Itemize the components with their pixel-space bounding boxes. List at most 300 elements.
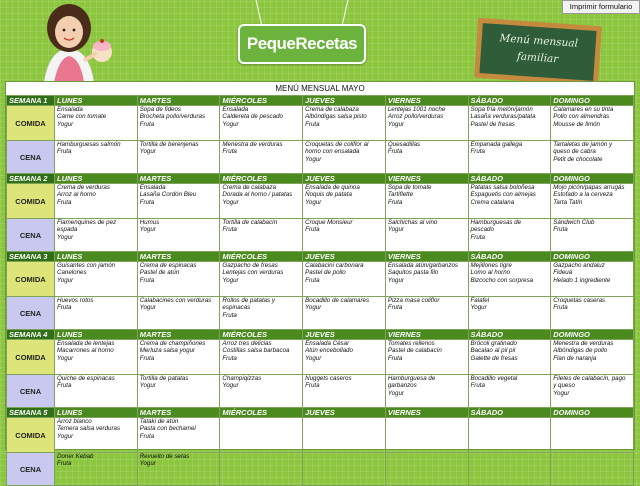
dish-line: Yogur <box>470 304 487 312</box>
dish-line: Filetes de calabacín, pago <box>553 375 626 382</box>
dish-line: pescado <box>470 226 494 234</box>
dish-line: Canelones <box>57 269 87 277</box>
day-header: MARTES <box>137 174 220 184</box>
dish-line: Pastel de calabacín <box>387 347 442 355</box>
week-header-row <box>7 96 634 106</box>
dish-line: Tomates rellenos <box>387 340 435 347</box>
menu-cell <box>303 340 386 375</box>
dish-line: Calabacines con verduras <box>139 297 212 304</box>
dish-line: Fruta <box>57 148 72 156</box>
menu-cell <box>55 297 138 330</box>
dish-line: Pastel de atún <box>139 269 180 277</box>
menu-cell <box>385 141 468 174</box>
dish-line: Menestra de verduras <box>553 340 614 347</box>
menu-cell <box>137 141 220 174</box>
menu-cell <box>137 453 220 486</box>
week-label: SEMANA 4 <box>7 330 55 340</box>
dish-line: Carne con tomate <box>57 113 107 121</box>
dish-line: Macarrones al horno <box>57 347 114 355</box>
dish-line: horno con ensalada <box>305 148 360 156</box>
dish-line: Fruta <box>57 460 72 468</box>
dish-line: Crema de calabaza <box>222 184 277 191</box>
dish-line: Arroz pollo/verduras <box>387 113 444 121</box>
dish-line: Fruta <box>553 226 568 234</box>
dish-line: Pizza masa coliflor <box>387 297 440 304</box>
day-header: JUEVES <box>303 330 386 340</box>
dish-line: Yogur <box>222 198 239 206</box>
menu-cell <box>220 262 303 297</box>
comida-row-label: COMIDA <box>7 418 55 453</box>
day-header: JUEVES <box>303 174 386 184</box>
dish-line: Ensalada de quinoa <box>305 184 360 191</box>
dish-line: Calabacini carbonara <box>305 262 364 269</box>
dish-line: Fruta <box>57 382 72 390</box>
dish-line: Crema de verduras <box>57 184 110 191</box>
day-header: MIÉRCOLES <box>220 174 303 184</box>
menu-cell <box>220 106 303 141</box>
dish-line: Quesadillas <box>387 141 421 148</box>
cena-row-label: CENA <box>7 453 55 486</box>
dish-line: Fruta <box>305 382 320 390</box>
menu-cell <box>551 297 634 330</box>
dish-line: Crema catalana <box>470 198 515 206</box>
dish-line: Costillas salsa barbacoa <box>222 347 290 355</box>
dish-line: Hamburguesas de <box>470 219 522 226</box>
dish-line: Albóndigas de pollo <box>553 347 608 355</box>
day-header: SÁBADO <box>468 174 551 184</box>
menu-cell <box>55 141 138 174</box>
day-header: DOMINGO <box>551 330 634 340</box>
menu-cell <box>551 375 634 408</box>
dish-line: Bocadillo de calamares <box>305 297 370 304</box>
dish-line: Fruta <box>305 276 320 284</box>
dish-line: Guisantes con jamón <box>57 262 116 269</box>
dish-line: Fruta <box>387 304 403 312</box>
cena-row <box>7 297 634 330</box>
dish-line: Yogur <box>387 276 404 284</box>
dish-line: Flan de naranja <box>553 354 597 362</box>
dish-line: Fruta <box>139 432 155 440</box>
dish-line: Ensalada <box>139 184 166 191</box>
dish-line: Albóndigas salsa pisto <box>305 113 367 121</box>
dish-line: Tortilla de berenjenas <box>139 141 199 148</box>
dish-line: Calamares en su tinta <box>553 106 614 113</box>
dish-line: Arroz al horno <box>57 191 96 199</box>
cena-row <box>7 141 634 174</box>
dish-line: Sopa de tomate <box>387 184 432 191</box>
menu-cell <box>220 297 303 330</box>
menu-cell <box>220 184 303 219</box>
week-label: SEMANA 3 <box>7 252 55 262</box>
dish-line: Fruta <box>139 276 155 284</box>
dish-line: Yogur <box>57 432 74 440</box>
day-header: DOMINGO <box>551 408 634 418</box>
day-header: MIÉRCOLES <box>220 252 303 262</box>
menu-cell <box>137 375 220 408</box>
dish-line: Fruta <box>222 311 237 319</box>
dish-line: Arroz blanco <box>57 418 92 425</box>
menu-cell <box>551 106 634 141</box>
day-header: MARTES <box>137 330 220 340</box>
menu-cell <box>385 184 468 219</box>
dish-line: Dorada al horno / patatas <box>222 191 293 199</box>
dish-line: Estofado a la cerveza <box>553 191 613 199</box>
day-header: JUEVES <box>303 408 386 418</box>
dish-line: Ensalada <box>222 106 249 113</box>
dish-line: Fruta <box>222 354 237 362</box>
dish-line: Falafel <box>470 297 490 304</box>
dish-line: Petit de chocolate <box>553 155 603 163</box>
dish-line: Fruta <box>222 226 237 234</box>
dish-line: Ensalada <box>57 106 83 113</box>
dish-line: Ñoquis de patata <box>305 191 352 199</box>
dish-line: Tartiflette <box>387 191 414 199</box>
dish-line: Yogur <box>57 120 74 128</box>
menu-cell <box>385 219 468 252</box>
menu-cell <box>303 297 386 330</box>
dish-line: Yogur <box>222 120 239 128</box>
dish-line: Sopa de fideos <box>139 106 181 113</box>
dish-line: Fruta <box>387 148 403 156</box>
dish-line: Yogur <box>139 460 156 468</box>
dish-line: Fruta <box>470 233 485 241</box>
dish-line: Croquetas caseras <box>553 297 606 304</box>
dish-line: Ternera salsa verduras <box>57 425 121 433</box>
dish-line: Hamburguesa de <box>387 375 436 382</box>
menu-cell <box>468 340 551 375</box>
dish-line: Menestra de verduras <box>222 141 283 148</box>
dish-line: Doner Kebab <box>57 453 94 460</box>
menu-cell <box>220 340 303 375</box>
menu-cell <box>303 262 386 297</box>
dish-line: Yogur <box>305 155 322 163</box>
menu-cell <box>551 262 634 297</box>
menu-cell <box>551 219 634 252</box>
dish-line: Tartaletas de jamón y <box>553 141 613 148</box>
dish-line: Ensalada de lentejas <box>57 340 115 347</box>
menu-cell <box>385 297 468 330</box>
menu-cell <box>551 141 634 174</box>
menu-cell <box>468 297 551 330</box>
day-header: SÁBADO <box>468 330 551 340</box>
dish-line: queso de cabra <box>553 148 596 156</box>
day-header: VIERNES <box>385 252 468 262</box>
dish-line: Yogur <box>387 226 404 234</box>
comida-row <box>7 262 634 297</box>
dish-line: y queso <box>553 382 575 390</box>
dish-line: Yogur <box>139 304 156 312</box>
chef-girl-illustration <box>14 0 124 82</box>
dish-line: Yogur <box>139 148 156 156</box>
day-header: LUNES <box>55 96 138 106</box>
dish-line: Yogur <box>57 354 74 362</box>
menu-cell <box>137 219 220 252</box>
menu-cell <box>385 418 468 453</box>
menu-cell <box>55 375 138 408</box>
day-header: DOMINGO <box>551 252 634 262</box>
dish-line: Fruta <box>139 120 155 128</box>
dish-line: espada <box>57 226 78 234</box>
dish-line: Caldereta de pescado <box>222 113 283 121</box>
comida-row <box>7 340 634 375</box>
dish-line: Pollo con almendras <box>553 113 610 121</box>
dish-line: Pastel de pollo <box>305 269 346 277</box>
dish-line: Lentejas 1001 noche <box>387 106 446 113</box>
dish-line: Fruta <box>305 226 320 234</box>
menu-cell <box>303 418 386 453</box>
menu-cell <box>220 219 303 252</box>
pequerecetas-logo: PequeRecetas <box>238 24 366 64</box>
menu-cell <box>551 418 634 453</box>
comida-row-label: COMIDA <box>7 340 55 375</box>
dish-line: Arroz tres delicias <box>222 340 272 347</box>
menu-cell <box>468 106 551 141</box>
menu-cell <box>137 297 220 330</box>
dish-line: Yogur <box>305 198 322 206</box>
menu-cell <box>303 375 386 408</box>
dish-line: Yogur <box>139 382 156 390</box>
menu-cell <box>55 262 138 297</box>
dish-line: Yogur <box>387 389 404 397</box>
day-header: LUNES <box>55 330 138 340</box>
menu-cell <box>220 453 303 486</box>
dish-line: Fruta <box>57 198 72 206</box>
week-label: SEMANA 2 <box>7 174 55 184</box>
dish-line: Lasaña Cordón Bleu <box>139 191 197 199</box>
dish-line: Hamburguesas salmón <box>57 141 121 148</box>
menu-cell <box>137 106 220 141</box>
dish-line: Bizcocho con sorpresa <box>470 276 534 284</box>
dish-line: garbanzos <box>387 382 417 390</box>
menu-table <box>6 95 634 486</box>
menu-cell <box>303 184 386 219</box>
menu-cell <box>385 453 468 486</box>
menu-cell <box>551 453 634 486</box>
dish-line: Yogur <box>222 382 239 390</box>
dish-line: Croque Monsieur <box>305 219 353 226</box>
week-header-row <box>7 174 634 184</box>
menu-cell <box>385 340 468 375</box>
menu-cell <box>55 219 138 252</box>
menu-cell <box>385 375 468 408</box>
dish-line: Lomo al horno <box>470 269 511 277</box>
comida-row <box>7 418 634 453</box>
dish-line: Flamenquines de pez <box>57 219 117 226</box>
dish-line: Rollos de patatas y <box>222 297 276 304</box>
menu-cell <box>385 106 468 141</box>
dish-line: Fruta <box>553 304 568 312</box>
dish-line: Pasta con bechamel <box>139 425 196 433</box>
dish-line: Tataki de atún <box>139 418 179 425</box>
menu-cell <box>468 184 551 219</box>
dish-line: Empanada gallega <box>470 141 523 148</box>
menu-cell <box>468 262 551 297</box>
week-label: SEMANA 1 <box>7 96 55 106</box>
dish-line: espinacas <box>222 304 251 312</box>
dish-line: Mejillones tigre <box>470 262 512 269</box>
day-header: VIERNES <box>385 330 468 340</box>
dish-line: Yogur <box>139 226 156 234</box>
dish-line: Tortilla de calabacín <box>222 219 278 226</box>
dish-line: Sándwich Club <box>553 219 595 226</box>
menu-cell <box>303 453 386 486</box>
dish-line: Quiche de espinacas <box>57 375 115 382</box>
dish-line: Fruta <box>470 148 485 156</box>
dish-line: Sopa fría melón/jamón <box>470 106 533 113</box>
dish-line: Yogur <box>222 276 239 284</box>
dish-line: Nuggets caseros <box>305 375 352 382</box>
menu-cell <box>137 418 220 453</box>
dish-line: Yogur <box>305 304 322 312</box>
menu-chalkboard-sign <box>474 18 602 87</box>
dish-line: Fruta <box>139 354 155 362</box>
monthly-menu-panel <box>5 81 635 474</box>
dish-line: Ensalada César <box>305 340 350 347</box>
dish-line: Helado 1 ingrediente <box>553 276 611 284</box>
dish-line: Fruta <box>387 198 403 206</box>
menu-cell <box>468 219 551 252</box>
menu-title: MENÚ MENSUAL MAYO <box>275 84 365 93</box>
comida-row-label: COMIDA <box>7 106 55 141</box>
dish-line: Brocheta pollo/verduras <box>139 113 206 121</box>
menu-cell <box>468 453 551 486</box>
menu-cell <box>137 340 220 375</box>
day-header: MIÉRCOLES <box>220 408 303 418</box>
dish-line: Ensalada atún/garbanzos <box>387 262 458 269</box>
dish-line: Atún encebollado <box>305 347 353 355</box>
dish-line: Fruta <box>305 120 320 128</box>
comida-row <box>7 106 634 141</box>
page-header <box>0 0 640 82</box>
comida-row-label: COMIDA <box>7 262 55 297</box>
dish-line: Galette de fresas <box>470 354 518 362</box>
dish-line: Yogur <box>387 120 404 128</box>
day-header: VIERNES <box>385 96 468 106</box>
dish-line: Mousse de limón <box>553 120 600 128</box>
day-header: VIERNES <box>385 408 468 418</box>
day-header: LUNES <box>55 252 138 262</box>
cena-row-label: CENA <box>7 141 55 174</box>
dish-line: Humus <box>139 219 160 226</box>
week-header-row <box>7 252 634 262</box>
dish-line: Saquitos pasta filo <box>387 269 439 277</box>
comida-row <box>7 184 634 219</box>
menu-cell <box>385 262 468 297</box>
dish-line: Merluza salsa yogur <box>139 347 196 355</box>
dish-line: Patatas salsa boloñesa <box>470 184 535 191</box>
menu-cell <box>303 219 386 252</box>
board-line-1: Menú mensual <box>499 32 579 50</box>
menu-cell <box>551 340 634 375</box>
day-header: MARTES <box>137 408 220 418</box>
dish-line: Lentejas con verduras <box>222 269 284 277</box>
dish-line: Yogur <box>305 354 322 362</box>
dish-line: Brócoli gratinado <box>470 340 517 347</box>
cena-row-label: CENA <box>7 297 55 330</box>
menu-cell <box>220 375 303 408</box>
dish-line: Mojo picón/papas arrugás <box>553 184 625 191</box>
menu-cell <box>137 262 220 297</box>
cena-row <box>7 375 634 408</box>
day-header: VIERNES <box>385 174 468 184</box>
dish-line: Tarta Tatín <box>553 198 583 206</box>
cena-row-label: CENA <box>7 375 55 408</box>
cena-row <box>7 453 634 486</box>
day-header: MIÉRCOLES <box>220 96 303 106</box>
menu-cell <box>55 418 138 453</box>
week-label: SEMANA 5 <box>7 408 55 418</box>
dish-line: Yogur <box>57 276 74 284</box>
cena-row-label: CENA <box>7 219 55 252</box>
day-header: SÁBADO <box>468 96 551 106</box>
menu-cell <box>137 184 220 219</box>
day-header: LUNES <box>55 174 138 184</box>
dish-line: Fruta <box>222 148 237 156</box>
board-line-2: familiar <box>516 50 559 66</box>
dish-line: Bacalao al pil pil <box>470 347 516 355</box>
menu-cell <box>220 141 303 174</box>
dish-line: Yogur <box>553 389 570 397</box>
dish-line: Crema de espinacas <box>139 262 197 269</box>
menu-cell <box>551 184 634 219</box>
day-header: SÁBADO <box>468 252 551 262</box>
day-header: MARTES <box>137 252 220 262</box>
week-header-row <box>7 330 634 340</box>
dish-line: Fruta <box>387 354 403 362</box>
dish-line: Lasaña verduras/patata <box>470 113 536 121</box>
dish-line: Fruta <box>57 304 72 312</box>
dish-line: Revuelto de setas <box>139 453 190 460</box>
day-header: DOMINGO <box>551 174 634 184</box>
dish-line: Gazpacho de fresas <box>222 262 278 269</box>
menu-cell <box>303 106 386 141</box>
dish-line: Croquetas de coliflor al <box>305 141 369 148</box>
day-header: MIÉRCOLES <box>220 330 303 340</box>
day-header: SÁBADO <box>468 408 551 418</box>
dish-line: Crema de champiñones <box>139 340 206 347</box>
dish-line: Fideuá <box>553 269 573 277</box>
print-form-button[interactable]: Imprimir formulario <box>562 0 640 14</box>
menu-cell <box>55 453 138 486</box>
cena-row <box>7 219 634 252</box>
dish-line: Fruta <box>139 198 155 206</box>
menu-cell <box>55 106 138 141</box>
dish-line: Yogur <box>57 233 74 241</box>
logo-hanging-strings <box>248 0 356 26</box>
day-header: JUEVES <box>303 96 386 106</box>
dish-line: Huevos rotos <box>57 297 94 304</box>
day-header: MARTES <box>137 96 220 106</box>
dish-line: Salchichas al vino <box>387 219 438 226</box>
comida-row-label: COMIDA <box>7 184 55 219</box>
menu-cell <box>55 340 138 375</box>
dish-line: Bocadillo vegetal <box>470 375 518 382</box>
dish-line: Gazpacho andaluz <box>553 262 605 269</box>
day-header: JUEVES <box>303 252 386 262</box>
menu-cell <box>220 418 303 453</box>
dish-line: Crema de calabaza <box>305 106 359 113</box>
menu-cell <box>303 141 386 174</box>
dish-line: Pastel de fresas <box>470 120 515 128</box>
dish-line: Fruta <box>470 382 485 390</box>
menu-cell <box>468 375 551 408</box>
day-header: DOMINGO <box>551 96 634 106</box>
dish-line: Champiqizzas <box>222 375 262 382</box>
dish-line: Espaguetis con almejas <box>470 191 536 199</box>
day-header: LUNES <box>55 408 138 418</box>
menu-cell <box>468 141 551 174</box>
dish-line: Tortilla de patatas <box>139 375 189 382</box>
